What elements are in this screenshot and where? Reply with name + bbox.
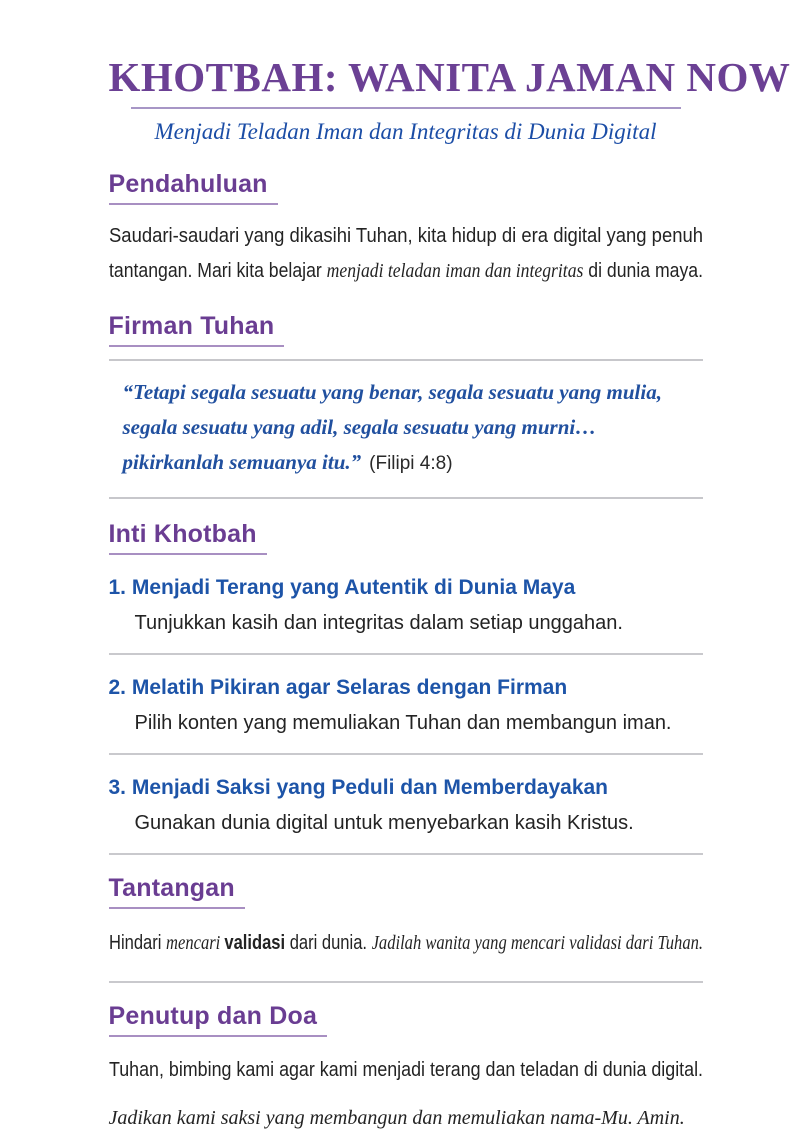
section-heading-pendahuluan: Pendahuluan: [109, 171, 278, 205]
emphasized-text: Jadilah wanita yang mencari validasi dari Tuhan.: [371, 932, 703, 954]
sermon-point-3: [109, 775, 703, 855]
point-title-text: 3. Menjadi Saksi yang Peduli dan Memberdayakan: [108, 776, 609, 799]
page-subtitle: Menjadi Teladan Iman dan Integritas di Dunia Digital: [154, 119, 657, 144]
section-penutup-doa: [109, 1003, 703, 1136]
emphasized-text: menjadi teladan iman dan integritas: [326, 260, 583, 282]
title-block: [108, 54, 791, 145]
document-content: [46, 0, 791, 1136]
paragraph-text: [109, 254, 703, 289]
text-run: dari dunia.: [284, 932, 372, 954]
divider: [109, 753, 703, 755]
text-run: tantangan. Mari kita belajar: [108, 260, 327, 282]
sermon-document-page: [46, 0, 791, 1129]
point-title: [109, 775, 703, 801]
quote-line: [123, 446, 699, 481]
penutup-line-1: [109, 1053, 703, 1088]
quote-text: [123, 446, 453, 481]
paragraph-line: [109, 219, 703, 254]
scripture-quote-block: [109, 359, 703, 499]
section-pendahuluan: [109, 171, 703, 289]
tantangan-paragraph: [109, 926, 703, 961]
text-run: Hindari: [108, 932, 166, 954]
point-title-text: 1. Menjadi Terang yang Autentik di Dunia Maya: [108, 576, 576, 599]
point-description-text: Gunakan dunia digital untuk menyebarkan kasih Kristus.: [134, 812, 634, 834]
point-description: [135, 710, 703, 736]
emphasized-text: Jadikan kami saksi yang membangun dan memuliakan nama-Mu. Amin.: [108, 1107, 685, 1129]
quote-text: “Tetapi segala sesuatu yang benar, segala sesuatu yang mulia,: [122, 380, 662, 404]
point-title-text: 2. Melatih Pikiran agar Selaras dengan Firman: [108, 676, 568, 699]
divider: [109, 853, 703, 855]
point-description: [135, 610, 703, 636]
quote-line: [123, 411, 699, 446]
sermon-point-2: [109, 675, 703, 755]
pendahuluan-paragraph: [109, 219, 703, 289]
section-heading-inti-khotbah: Inti Khotbah: [109, 521, 267, 555]
quote-text: segala sesuatu yang adil, segala sesuatu yang murni…: [122, 415, 597, 439]
paragraph-text: Saudari-saudari yang dikasihi Tuhan, kita hidup di era digital yang penuh: [108, 225, 703, 247]
section-heading-tantangan: Tantangan: [109, 875, 245, 909]
section-heading-penutup-doa: Penutup dan Doa: [109, 1003, 328, 1037]
divider: [109, 653, 703, 655]
page-title: KHOTBAH: WANITA JAMAN NOW: [108, 54, 791, 100]
point-title: [109, 675, 703, 701]
penutup-line-2: [109, 1101, 703, 1136]
point-description-text: Pilih konten yang memuliakan Tuhan dan membangun iman.: [134, 712, 672, 734]
section-firman-tuhan: [109, 313, 703, 499]
emphasized-text: mencari: [165, 932, 224, 954]
quote-line: [123, 376, 699, 411]
sermon-point-1: [109, 575, 703, 655]
quote-text-run: pikirkanlah semuanya itu.”: [122, 450, 362, 474]
paragraph-line: [109, 254, 703, 289]
section-tantangan: [109, 875, 703, 983]
point-description: [135, 810, 703, 836]
text-run: di dunia maya.: [582, 260, 703, 282]
title-underline: [131, 107, 681, 109]
scripture-citation: (Filipi 4:8): [369, 453, 453, 474]
paragraph-text: Tuhan, bimbing kami agar kami menjadi terang dan teladan di dunia digital.: [108, 1059, 703, 1081]
bold-text: validasi: [223, 932, 285, 954]
divider: [109, 981, 703, 983]
section-heading-firman-tuhan: Firman Tuhan: [109, 313, 285, 347]
point-description-text: Tunjukkan kasih dan integritas dalam setiap unggahan.: [134, 612, 623, 634]
section-inti-khotbah: [109, 521, 703, 855]
paragraph-text: [109, 926, 703, 961]
point-title: [109, 575, 703, 601]
